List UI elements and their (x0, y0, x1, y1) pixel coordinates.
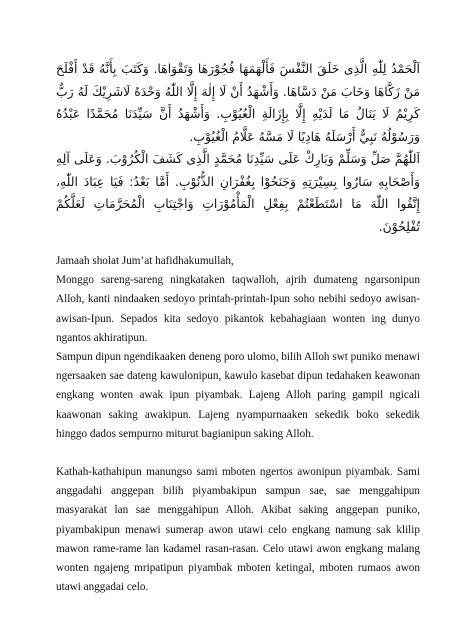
paragraph-ulama: Sampun dipun ngendikaaken deneng poro ulomo, bilih Alloh swt puniko menawi ngersaaken sae dateng kawulonipun, kawulo kasebat dipun tedahaken keawonan engkang wonten awak ipun piyambak. Lajeng Alloh paring gampil ngicali kaawonan saking awakipun. Lajeng nyampurnaaken sekedik boko sekedik hinggo dados sempurno miturut bagianipun saking Alloh. (56, 351, 420, 440)
javanese-sermon-text (56, 252, 420, 597)
paragraph-taqwa: Monggo sareng-sareng ningkataken taqwalloh, ajrih dumateng ngarsonipun Alloh, kanti nindaaken sedoyo printah-printah-Ipun soho nebihi sedoyo awisan-awisan-Ipun. Sepados kita sedoyo pikantok kebahagiaan wonten ing dunyo ngantos akhiratipun. (56, 274, 420, 344)
paragraph-manungso: Kathah-kathahipun manungso sami mboten ngertos awonipun piyambak. Sami anggadahi anggepan bilih piyambakipun sampun sae, sae menggahipun masyarakat lan sae menggahipun Alloh. Akibat saking anggepan puniko, piyambakipun menawi sumerap awon utawi celo engkang namung sak klilip mawon rame-rame lan kadamel rasan-rasan. Celo utawi awon engkang malang wonten ngajeng mripatipun piyambak mboten ketingal, mboten rumaos awon utawi anggadai celo. (56, 466, 420, 594)
arabic-paragraph-sholawat: اَللّٰهُمَّ صَلِّ وَسَلِّمْ وَبَارِكْ عَلَى سَيِّدِنَا مُحَمَّدٍ الَّذِى كَشَفَ الْكُرُوْبَ. وَعَلَى آلِهِ وَأَصْحَابِهِ سَارُوا بِسِيْرَتِهِ وَجَنَحُوْا بِغُفْرَانِ الذُّنُوْبِ. أَمَّا بَعْدُ: فَيَا عِبَادَ اللّٰهِ، إِتَّقُوا اللّٰهَ مَا اسْتَطَعْتُمْ بِفِعْلِ الْمَأْمُوْرَاتِ وَاجْتِنَابِ الْمُحَرَّمَاتِ لَعَلَّكُمْ تُفْلِحُوْنَ. (56, 151, 420, 234)
arabic-paragraph-hamdalah: اَلْحَمْدُ لِلّٰهِ الَّذِى خَلَقَ النَّفْسَ فَأَلْهَمَهَا فُجُوْرَهَا وَتَقْوَاهَا. وَكَتَبَ بِأَنَّهُ قَدْ أَفْلَحَ مَنْ زَكَّاهَا وَخَابَ مَنْ دَسَّاهَا. وَأَشْهَدُ أَنْ لَا إِلٰهَ إِلَّا اللّٰهُ وَحْدَهُ لَاشَرِيْكَ لَهُ رَبٌّ كَرِيْمٌ لَا يَنَالُ مَا لَدَيْهِ إِلَّا بِإِزَالَةِ الْعُيُوْبِ. وَأَشْهَدُ أَنَّ سَيِّدَنَا مُحَمَّدًا عَبْدُهُ وَرَسُوْلُهُ نَبِيٌّ أَرْسَلَهُ هَادِيًا لَا مَسَّهُ عَلَّامُ الْغُيُوْبِ. (56, 61, 420, 144)
salutation-line: Jamaah sholat Jum’at hafidhakumullah, (56, 255, 234, 267)
paragraph-spacer (56, 444, 420, 463)
arabic-opening-khutbah (56, 58, 420, 238)
